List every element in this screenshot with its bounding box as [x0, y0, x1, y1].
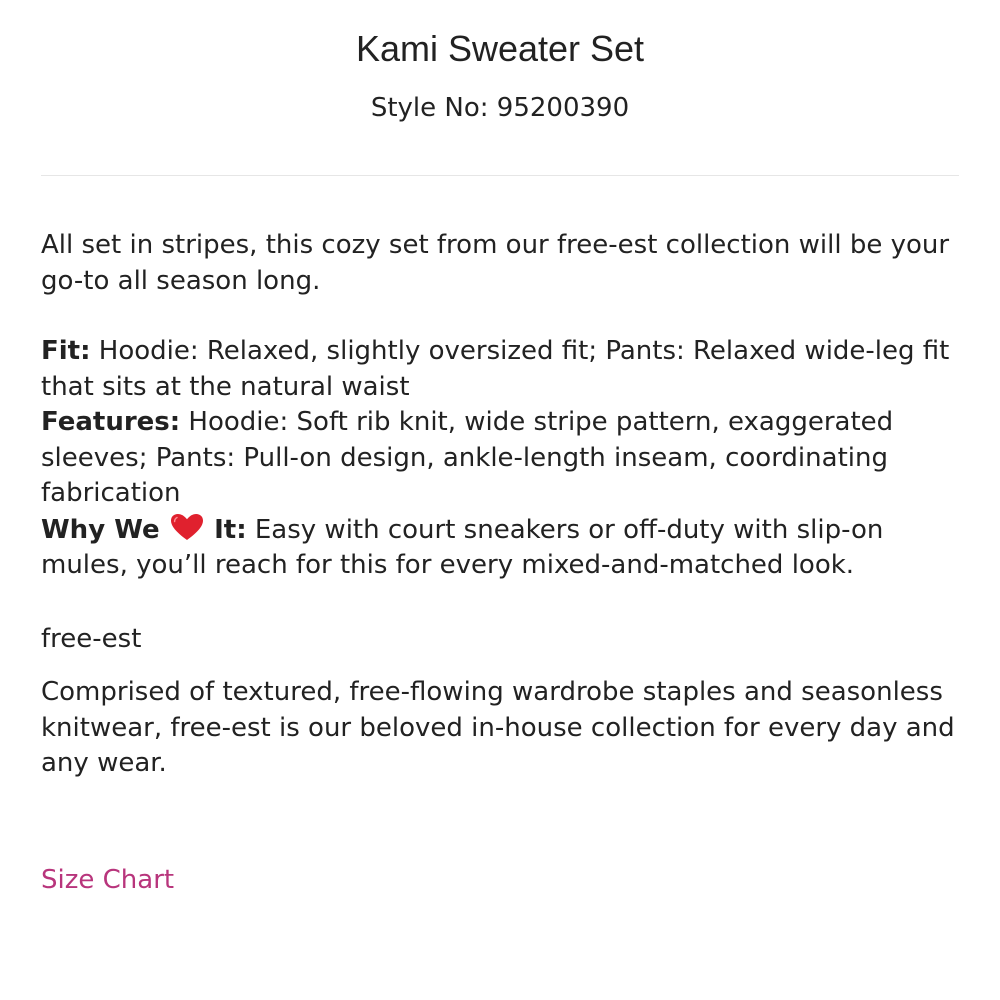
- collection-description: Comprised of textured, free-flowing wardrobe staples and seasonless knitwear, free-est is our beloved in-house collection for every day and any wear.: [41, 677, 955, 778]
- fit-label: Fit:: [41, 336, 91, 366]
- product-description: [41, 228, 959, 782]
- features-detail: [41, 405, 959, 512]
- style-number: Style No: 95200390: [370, 93, 630, 123]
- description-intro: All set in stripes, this cozy set from our free-est collection will be your go-to all season long.: [41, 230, 950, 296]
- fit-detail: [41, 334, 959, 405]
- product-title: Kami Sweater Set: [355, 28, 645, 69]
- fit-text: Hoodie: Relaxed, slightly oversized fit; Pants: Relaxed wide-leg fit that sits at the natural waist: [41, 336, 950, 402]
- red-heart-icon: [168, 512, 206, 542]
- why-text: Easy with court sneakers or off-duty with slip-on mules, you’ll reach for this for every mixed-and-matched look.: [41, 514, 884, 580]
- divider: [41, 175, 959, 176]
- why-label-start: Why We: [41, 514, 160, 545]
- why-we-love-it-detail: [41, 512, 959, 584]
- size-chart-link[interactable]: Size Chart: [41, 865, 175, 895]
- collection-name: free-est: [41, 623, 142, 654]
- features-label: Features:: [41, 407, 181, 437]
- why-label-end: It:: [214, 514, 247, 545]
- features-text: Hoodie: Soft rib knit, wide stripe pattern, exaggerated sleeves; Pants: Pull-on design, ankle-length inseam, coordinating fabrication: [41, 407, 894, 508]
